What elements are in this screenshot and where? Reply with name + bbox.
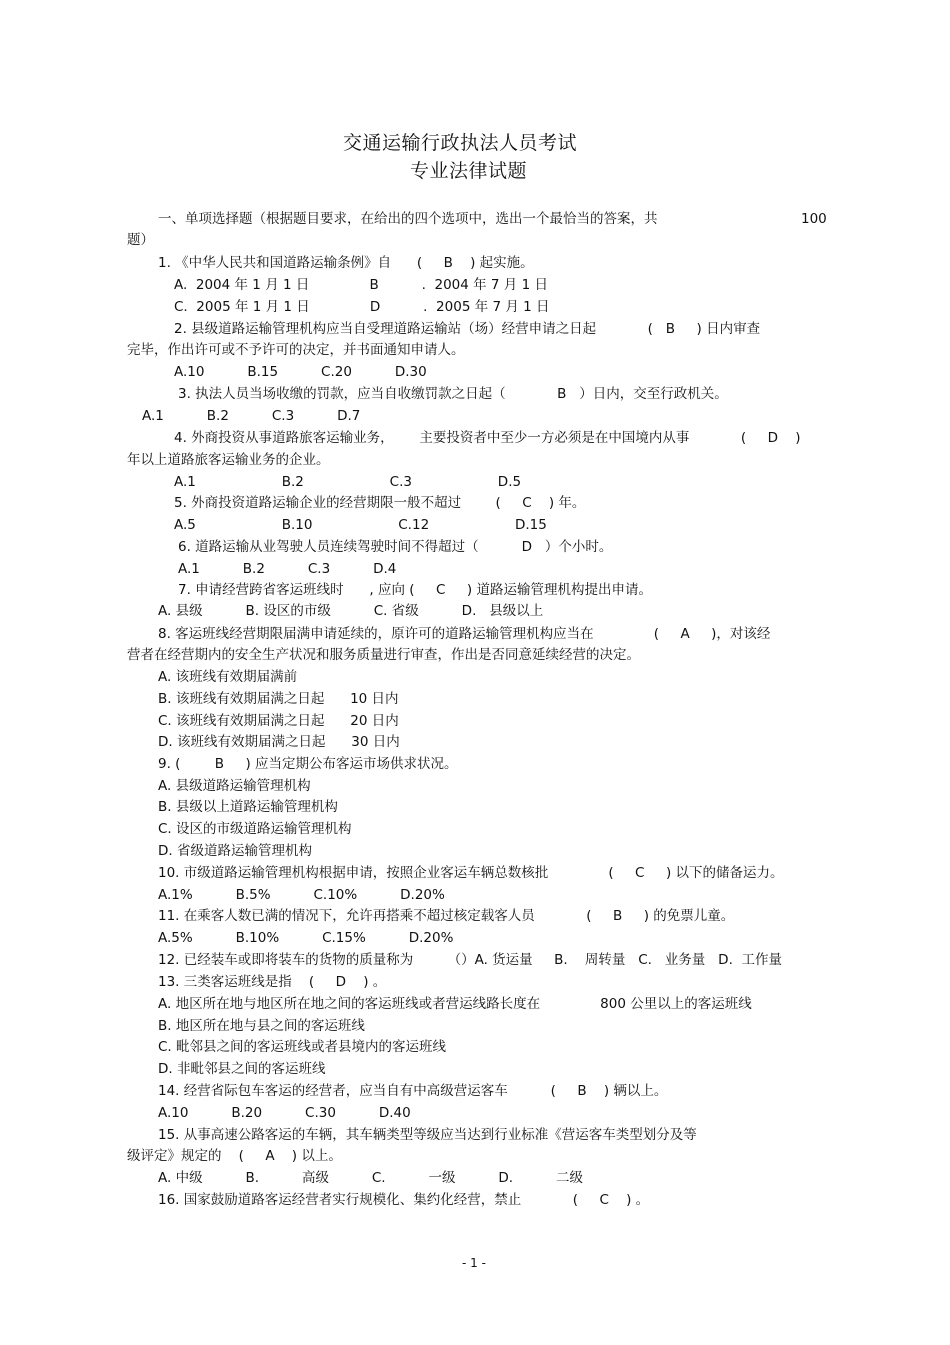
option-line: B. 县级以上道路运输管理机构 (158, 799, 338, 815)
question-line: 6. 道路运输从业驾驶人员连续驾驶时间不得超过（ D ）个小时。 (178, 539, 613, 555)
question-line: 11. 在乘客人数已满的情况下，允许再搭乘不超过核定载客人员 ( B ) 的免票儿童。 (158, 908, 735, 924)
option-line: D. 非毗邻县之间的客运班线 (158, 1061, 326, 1077)
question-line: 3. 执法人员当场收缴的罚款，应当自收缴罚款之日起（ B ）日内，交至行政机关。 (178, 386, 728, 402)
question-line: 14. 经营省际包车客运的经营者，应当自有中高级营运客车 ( B ) 辆以上。 (158, 1083, 668, 1099)
question-line: 7. 申请经营跨省客运班线时 , 应向 ( C ) 道路运输管理机构提出申请。 (178, 582, 652, 598)
option-line: A. 中级 B. 高级 C. 一级 D. 二级 (158, 1170, 584, 1186)
page-title: 交通运输行政执法人员考试 (343, 132, 578, 154)
option-line: B. 该班线有效期届满之日起 10 日内 (158, 691, 399, 707)
question-line: 2. 县级道路运输管理机构应当自受理道路运输站（场）经营申请之日起 ( B ) 日内审查 (174, 321, 761, 337)
question-line: 1. 《中华人民共和国道路运输条例》自 ( B ) 起实施。 (158, 255, 534, 271)
option-line: C. 该班线有效期届满之日起 20 日内 (158, 713, 399, 729)
question-line-cont: 级评定》规定的 ( A ) 以上。 (127, 1148, 342, 1164)
page-number: - 1 - (462, 1256, 486, 1270)
option-line: A. 该班线有效期届满前 (158, 669, 298, 685)
question-line: 15. 从事高速公路客运的车辆，其车辆类型等级应当达到行业标准《营运客车类型划分及等 (158, 1127, 697, 1143)
option-line: A.1 B.2 C.3 D.7 (142, 408, 361, 424)
option-line: C. 设区的市级道路运输管理机构 (158, 821, 352, 837)
question-line: 5. 外商投资道路运输企业的经营期限一般不超过 ( C ) 年。 (174, 495, 586, 511)
option-line: A.1% B.5% C.10% D.20% (158, 887, 445, 903)
option-line: D. 省级道路运输管理机构 (158, 843, 312, 859)
option-line: A.1 B.2 C.3 D.4 (178, 561, 397, 577)
option-line: A. 县级道路运输管理机构 (158, 778, 311, 794)
section-score: 100 (801, 211, 827, 227)
question-line-cont: 完毕，作出许可或不予许可的决定，并书面通知申请人。 (127, 342, 465, 358)
section-heading: 一、单项选择题（根据题目要求，在给出的四个选项中，选出一个最恰当的答案，共 (158, 211, 658, 227)
option-line: A.10 B.15 C.20 D.30 (174, 364, 427, 380)
question-line: 16. 国家鼓励道路客运经营者实行规模化、集约化经营，禁止 ( C ) 。 (158, 1192, 650, 1208)
option-line: A.10 B.20 C.30 D.40 (158, 1105, 411, 1121)
option-line: D. 该班线有效期届满之日起 30 日内 (158, 734, 400, 750)
option-line: A.5 B.10 C.12 D.15 (174, 517, 547, 533)
option-line: A. 地区所在地与地区所在地之间的客运班线或者营运线路长度在 800 公里以上的客运班线 (158, 996, 752, 1012)
question-line: 9. ( B ) 应当定期公布客运市场供求状况。 (158, 756, 458, 772)
question-line: 8. 客运班线经营期限届满申请延续的，原许可的道路运输管理机构应当在 ( A )，对该经 (158, 626, 771, 642)
page-subtitle: 专业法律试题 (410, 160, 528, 182)
question-line: 4. 外商投资从事道路旅客运输业务， 主要投资者中至少一方必须是在中国境内从事 ( D ) (174, 430, 801, 446)
section-heading-cont: 题） (127, 232, 154, 248)
question-line: 10. 市级道路运输管理机构根据申请，按照企业客运车辆总数核批 ( C ) 以下的储备运力。 (158, 865, 784, 881)
question-line: 13. 三类客运班线是指 ( D ) 。 (158, 974, 387, 990)
option-line: A. 2004 年 1 月 1 日 B . 2004 年 7 月 1 日 (174, 277, 548, 293)
option-line: B. 地区所在地与县之间的客运班线 (158, 1018, 365, 1034)
option-line: C. 2005 年 1 月 1 日 D . 2005 年 7 月 1 日 (174, 299, 550, 315)
question-line: 12. 已经装车或即将装车的货物的质量称为 （）A. 货运量 B. 周转量 C. 业务量 D. 工作量 (158, 952, 782, 968)
question-line-cont: 营者在经营期内的安全生产状况和服务质量进行审查，作出是否同意延续经营的决定。 (127, 647, 640, 663)
option-line: A. 县级 B. 设区的市级 C. 省级 D. 县级以上 (158, 603, 544, 619)
option-line: C. 毗邻县之间的客运班线或者县境内的客运班线 (158, 1039, 447, 1055)
question-line-cont: 年以上道路旅客运输业务的企业。 (127, 452, 330, 468)
option-line: A.5% B.10% C.15% D.20% (158, 930, 454, 946)
option-line: A.1 B.2 C.3 D.5 (174, 474, 522, 490)
